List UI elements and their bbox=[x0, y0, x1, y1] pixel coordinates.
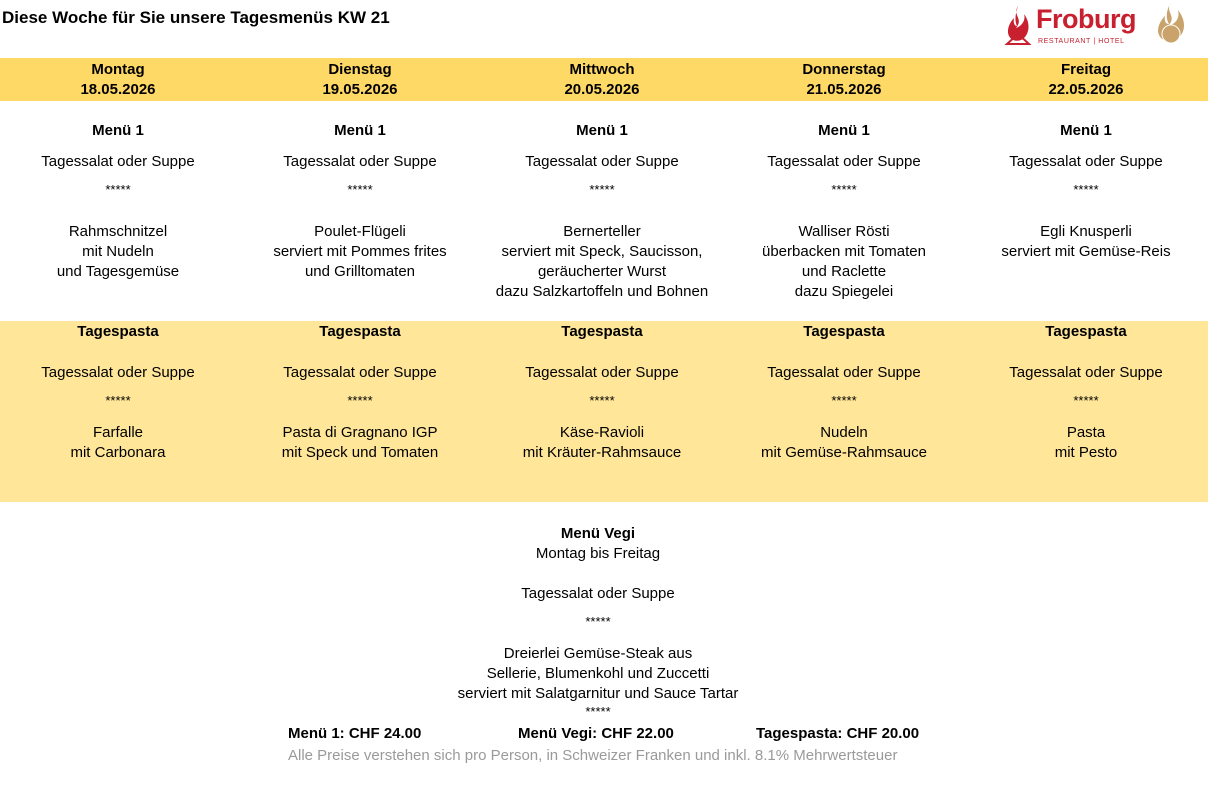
menu-starter: Tagessalat oder Suppe bbox=[1009, 153, 1163, 170]
pasta-dish-line: Käse-Ravioli bbox=[559, 424, 645, 441]
menu-separator: ***** bbox=[831, 182, 857, 197]
pasta-starter: Tagessalat oder Suppe bbox=[767, 364, 921, 381]
menu-heading: Menü 1 bbox=[576, 122, 628, 139]
day-date: 22.05.2026 bbox=[1048, 81, 1124, 98]
menu1-tuesday bbox=[239, 0, 481, 321]
menu1-friday bbox=[965, 0, 1207, 321]
vegi-separator: ***** bbox=[585, 614, 611, 629]
menu-dish-line: und Grilltomaten bbox=[304, 263, 416, 280]
pasta-dish-line: mit Carbonara bbox=[70, 444, 166, 461]
menu-heading: Menü 1 bbox=[92, 122, 144, 139]
vegi-dish-line: serviert mit Salatgarnitur und Sauce Tartar bbox=[457, 685, 739, 702]
pasta-monday bbox=[0, 321, 239, 502]
day-date: 18.05.2026 bbox=[80, 81, 156, 98]
pasta-separator: ***** bbox=[589, 393, 615, 408]
pasta-heading: Tagespasta bbox=[77, 323, 159, 340]
page-title: Diese Woche für Sie unsere Tagesmenüs KW 21 bbox=[2, 8, 390, 27]
menu-separator: ***** bbox=[589, 182, 615, 197]
menu-heading: Menü 1 bbox=[818, 122, 870, 139]
menu1-monday bbox=[0, 0, 239, 321]
menu-separator: ***** bbox=[1073, 182, 1099, 197]
pasta-dish-line: mit Pesto bbox=[1054, 444, 1118, 461]
pasta-separator: ***** bbox=[1073, 393, 1099, 408]
vegi-separator: ***** bbox=[585, 704, 611, 719]
price-note: Alle Preise verstehen sich pro Person, in Schweizer Franken und inkl. 8.1% Mehrwertsteuer bbox=[288, 747, 898, 764]
pasta-dish-line: Pasta di Gragnano IGP bbox=[282, 424, 438, 441]
pasta-heading: Tagespasta bbox=[803, 323, 885, 340]
pasta-starter: Tagessalat oder Suppe bbox=[1009, 364, 1163, 381]
menu-separator: ***** bbox=[347, 182, 373, 197]
vegi-dish-line: Dreierlei Gemüse-Steak aus bbox=[503, 645, 693, 662]
menu-dish-line: serviert mit Pommes frites bbox=[273, 243, 447, 260]
menu1-wednesday bbox=[481, 0, 723, 321]
menu-dish-line: geräucherter Wurst bbox=[537, 263, 667, 280]
day-date: 20.05.2026 bbox=[564, 81, 640, 98]
logo-wordmark: Froburg bbox=[1036, 4, 1136, 34]
day-date: 21.05.2026 bbox=[806, 81, 882, 98]
menu-dish-line: Rahmschnitzel bbox=[68, 223, 168, 240]
menu1-thursday bbox=[723, 0, 965, 321]
pasta-heading: Tagespasta bbox=[319, 323, 401, 340]
menu-dish-line: Poulet-Flügeli bbox=[314, 223, 406, 240]
pasta-dish-line: Pasta bbox=[1066, 424, 1106, 441]
menu-starter: Tagessalat oder Suppe bbox=[767, 153, 921, 170]
logo-subtitle: RESTAURANT | HOTEL bbox=[1038, 38, 1125, 45]
menu-separator: ***** bbox=[105, 182, 131, 197]
menu-dish-line: mit Nudeln bbox=[82, 243, 154, 260]
menu-starter: Tagessalat oder Suppe bbox=[41, 153, 195, 170]
pasta-dish-line: mit Speck und Tomaten bbox=[281, 444, 439, 461]
menu-dish-line: Walliser Rösti bbox=[798, 223, 890, 240]
price-pasta: Tagespasta: CHF 20.00 bbox=[756, 725, 920, 742]
menu-dish-line: serviert mit Speck, Saucisson, bbox=[501, 243, 703, 260]
menu-dish-line: dazu Spiegelei bbox=[794, 283, 894, 300]
menu-dish-line: Egli Knusperli bbox=[1040, 223, 1132, 240]
day-name: Montag bbox=[91, 61, 145, 78]
pasta-dish-line: Nudeln bbox=[820, 424, 868, 441]
day-name: Freitag bbox=[1060, 61, 1111, 78]
pasta-starter: Tagessalat oder Suppe bbox=[41, 364, 195, 381]
menu-dish-line: überbacken mit Tomaten bbox=[762, 243, 926, 260]
vegi-starter: Tagessalat oder Suppe bbox=[521, 585, 675, 602]
day-name: Mittwoch bbox=[569, 61, 635, 78]
vegi-heading: Menü Vegi bbox=[560, 525, 636, 542]
price-menu1: Menü 1: CHF 24.00 bbox=[288, 725, 422, 742]
menu-dish-line: dazu Salzkartoffeln und Bohnen bbox=[495, 283, 709, 300]
menu-dish-line: und Tagesgemüse bbox=[56, 263, 180, 280]
pasta-dish-line: mit Gemüse-Rahmsauce bbox=[761, 444, 927, 461]
menu-starter: Tagessalat oder Suppe bbox=[283, 153, 437, 170]
pasta-heading: Tagespasta bbox=[561, 323, 643, 340]
menu-dish-line: serviert mit Gemüse-Reis bbox=[1001, 243, 1171, 260]
menu-dish-line: und Raclette bbox=[801, 263, 887, 280]
pasta-wednesday bbox=[481, 321, 723, 502]
vegi-subheading: Montag bis Freitag bbox=[535, 545, 661, 562]
pasta-starter: Tagessalat oder Suppe bbox=[283, 364, 437, 381]
pasta-separator: ***** bbox=[831, 393, 857, 408]
menu-heading: Menü 1 bbox=[334, 122, 386, 139]
day-name: Donnerstag bbox=[802, 61, 886, 78]
price-vegi: Menü Vegi: CHF 22.00 bbox=[518, 725, 674, 742]
menu-starter: Tagessalat oder Suppe bbox=[525, 153, 679, 170]
pasta-friday bbox=[965, 321, 1207, 502]
day-name: Dienstag bbox=[328, 61, 392, 78]
pasta-separator: ***** bbox=[347, 393, 373, 408]
menu-heading: Menü 1 bbox=[1060, 122, 1112, 139]
pasta-dish-line: Farfalle bbox=[92, 424, 144, 441]
pasta-dish-line: mit Kräuter-Rahmsauce bbox=[522, 444, 682, 461]
day-date: 19.05.2026 bbox=[322, 81, 398, 98]
pasta-heading: Tagespasta bbox=[1045, 323, 1127, 340]
pasta-separator: ***** bbox=[105, 393, 131, 408]
pasta-starter: Tagessalat oder Suppe bbox=[525, 364, 679, 381]
pasta-tuesday bbox=[239, 321, 481, 502]
menu-dish-line: Bernerteller bbox=[563, 223, 641, 240]
vegi-dish-line: Sellerie, Blumenkohl und Zuccetti bbox=[486, 665, 710, 682]
pasta-thursday bbox=[723, 321, 965, 502]
